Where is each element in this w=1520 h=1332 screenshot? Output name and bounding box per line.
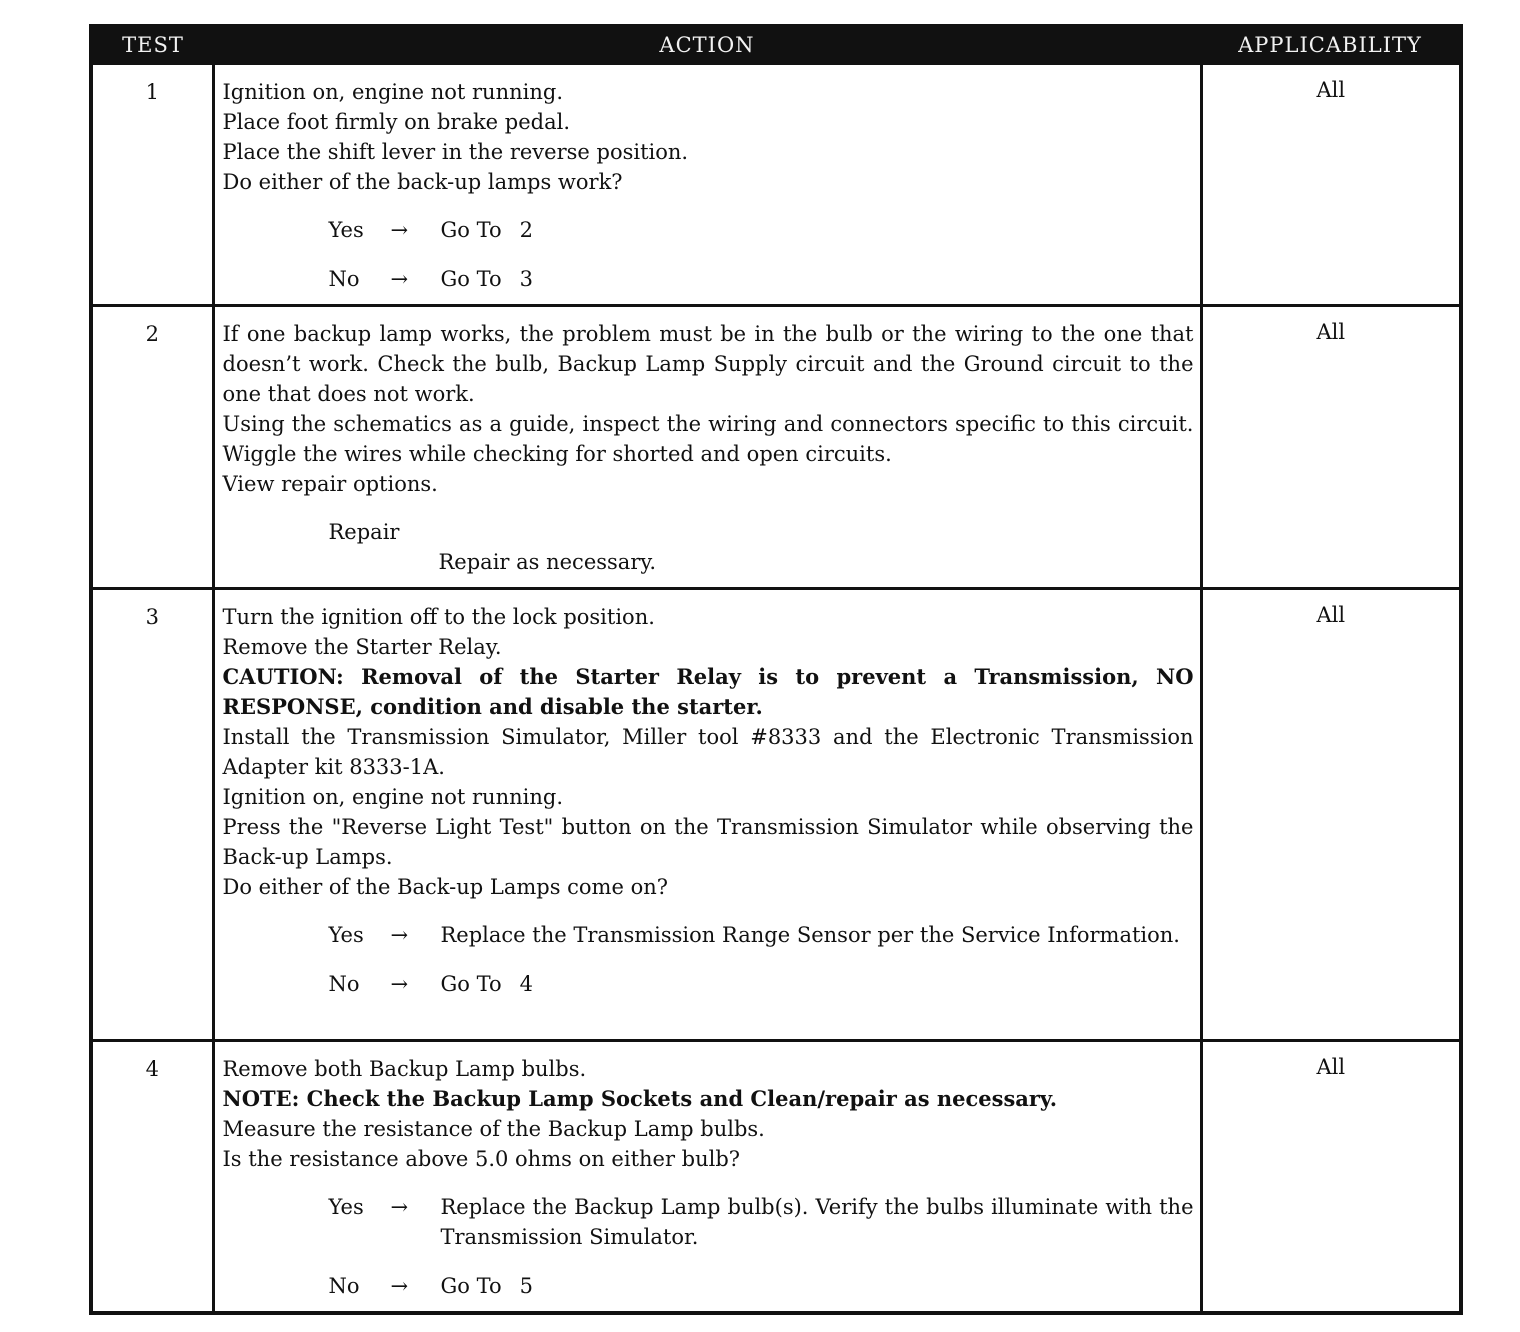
action-line: Place the shift lever in the reverse position. <box>222 140 689 164</box>
outcome-goto <box>441 969 1194 999</box>
test-number: 1 <box>91 64 213 306</box>
applicability-value: All <box>1201 64 1461 306</box>
goto-number: 3 <box>519 267 533 291</box>
outcome-label: No <box>328 1274 360 1298</box>
outcome-label: Yes <box>328 218 364 242</box>
action-paragraph: If one backup lamp works, the problem must be in the bulb or the wiring to the one that doesn’t work. Check the bulb, Backup Lamp Supply circuit and the Ground circuit to the one that does not work. <box>222 322 1194 406</box>
table-header-row <box>91 26 1461 64</box>
action-line: Is the resistance above 5.0 ohms on either bulb? <box>222 1147 741 1171</box>
test-number: 3 <box>91 589 213 1041</box>
action-line: Ignition on, engine not running. <box>222 785 563 809</box>
applicability-value: All <box>1201 1041 1461 1314</box>
action-cell <box>213 64 1201 306</box>
table-row <box>91 589 1461 1041</box>
header-test: TEST <box>91 26 213 64</box>
action-line: Press the "Reverse Light Test" button on the Transmission Simulator while observing the Back-up Lamps. <box>222 815 1194 869</box>
goto-label: Go To <box>440 267 502 291</box>
note: NOTE: Check the Backup Lamp Sockets and Clean/repair as necessary. <box>222 1086 1058 1111</box>
outcome-text: Replace the Backup Lamp bulb(s). Verify the bulbs illuminate with the Transmission Simulator. <box>440 1195 1194 1249</box>
arrow-right-icon: → <box>390 218 409 242</box>
outcome-goto <box>441 264 1194 294</box>
table-row <box>91 1041 1461 1314</box>
repair-block <box>329 517 1194 577</box>
action-line: Turn the ignition off to the lock position. <box>222 605 655 629</box>
action-line: Ignition on, engine not running. <box>222 80 563 104</box>
goto-label: Go To <box>440 972 502 996</box>
outcomes <box>223 920 1194 999</box>
goto-number: 2 <box>519 218 533 242</box>
applicability-value: All <box>1201 306 1461 589</box>
outcome-label: Yes <box>328 923 364 947</box>
arrow-right-icon: → <box>390 923 409 947</box>
outcome-label: Yes <box>328 1195 364 1219</box>
outcome-yes <box>329 215 1194 245</box>
header-action: ACTION <box>213 26 1201 64</box>
test-number: 4 <box>91 1041 213 1314</box>
outcome-no <box>329 1271 1194 1301</box>
outcome-label: No <box>328 972 360 996</box>
table-row <box>91 306 1461 589</box>
outcome-goto <box>441 1271 1194 1301</box>
action-line: Do either of the Back-up Lamps come on? <box>222 875 668 899</box>
goto-label: Go To <box>440 1274 502 1298</box>
applicability-value: All <box>1201 589 1461 1041</box>
action-line: Remove both Backup Lamp bulbs. <box>222 1057 587 1081</box>
action-cell <box>213 589 1201 1041</box>
action-cell <box>213 306 1201 589</box>
goto-number: 4 <box>519 972 533 996</box>
goto-number: 5 <box>519 1274 533 1298</box>
arrow-right-icon: → <box>390 972 409 996</box>
caution-note: CAUTION: Removal of the Starter Relay is to prevent a Transmission, NO RESPONSE, condition and disable the starter. <box>222 664 1194 719</box>
table-row <box>91 64 1461 306</box>
outcome-no <box>329 264 1194 294</box>
outcome-no <box>329 969 1194 999</box>
outcome-yes <box>329 1192 1194 1252</box>
outcomes <box>223 215 1194 294</box>
action-line: Remove the Starter Relay. <box>222 635 502 659</box>
repair-text: Repair as necessary. <box>438 550 657 574</box>
outcome-text: Replace the Transmission Range Sensor per the Service Information. <box>440 923 1180 947</box>
action-paragraph: Using the schematics as a guide, inspect the wiring and connectors specific to this circuit. Wiggle the wires while checking for shorted and open circuits. <box>222 412 1194 466</box>
action-line: Install the Transmission Simulator, Miller tool #8333 and the Electronic Transmission Adapter kit 8333-1A. <box>222 725 1194 779</box>
arrow-right-icon: → <box>390 1195 409 1219</box>
test-number: 2 <box>91 306 213 589</box>
arrow-right-icon: → <box>390 1274 409 1298</box>
outcomes <box>223 1192 1194 1301</box>
action-line: Place foot firmly on brake pedal. <box>222 110 571 134</box>
outcome-yes <box>329 920 1194 950</box>
action-line: Measure the resistance of the Backup Lamp bulbs. <box>222 1117 765 1141</box>
arrow-right-icon: → <box>390 267 409 291</box>
action-line: Do either of the back-up lamps work? <box>222 170 623 194</box>
outcome-label: No <box>328 267 360 291</box>
repair-label: Repair <box>328 520 400 544</box>
action-cell <box>213 1041 1201 1314</box>
goto-label: Go To <box>440 218 502 242</box>
outcome-goto <box>441 215 1194 245</box>
diagnostic-test-table <box>89 24 1463 1315</box>
action-paragraph: View repair options. <box>222 472 438 496</box>
header-applicability: APPLICABILITY <box>1201 26 1461 64</box>
